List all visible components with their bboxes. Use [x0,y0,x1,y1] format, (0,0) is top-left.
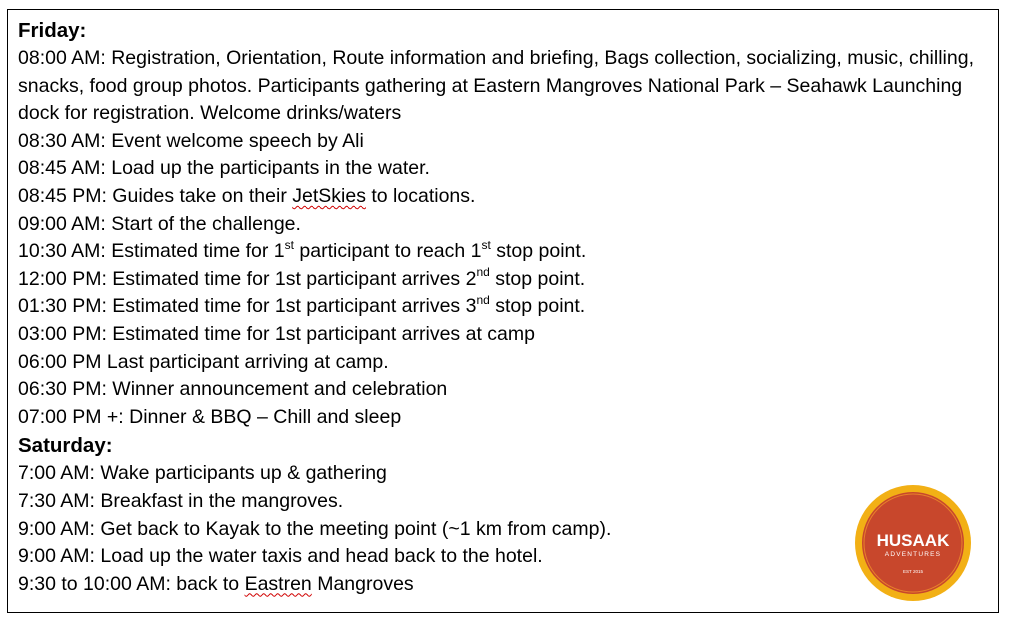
logo-est: EST 2015 [903,569,923,574]
logo-wordmark: HUSAAK [876,531,950,550]
friday-item-0600 [18,349,990,377]
friday-item-0830-text: 08:30 AM: Event welcome speech by Ali [18,129,364,152]
friday-item-0630 [18,376,990,404]
ordinal-suffix: st [284,237,294,252]
friday-item-1200-text-a: 12:00 PM: Estimated time for 1st participant arrives 2 [18,267,477,290]
friday-item-0700 [18,404,990,432]
document-frame [7,9,999,613]
friday-item-1200-text-b: stop point. [489,267,586,290]
friday-item-1030-text-a: 10:30 AM: Estimated time for 1 [18,240,285,263]
friday-item-0845-pm-text-a: 08:45 PM: Guides take on their [18,184,293,207]
friday-item-1200 [18,266,990,294]
saturday-item-0900-kayak-text: 9:00 AM: Get back to Kayak to the meeting point (~1 km from camp). [18,517,612,540]
ordinal-suffix: nd [476,265,490,280]
friday-item-0900 [18,211,990,239]
logo-subtitle: ADVENTURES [884,551,942,558]
saturday-item-0930-text-a: 9:30 to 10:00 AM: back to [18,572,245,595]
saturday-item-0730-text: 7:30 AM: Breakfast in the mangroves. [18,489,344,512]
saturday-item-0900-taxi [18,543,990,571]
saturday-item-0930-text-b: Mangroves [311,572,414,595]
friday-item-0130-text-a: 01:30 PM: Estimated time for 1st participant arrives 3 [18,295,477,318]
friday-item-0130-text-b: stop point. [489,295,586,318]
spellcheck-word-jetskies: JetSkies [292,184,366,207]
friday-item-1030-text-c: stop point. [490,240,587,263]
friday-heading: Friday: [18,19,87,42]
friday-item-1030-text-b: participant to reach 1 [293,240,482,263]
saturday-item-0700-text: 7:00 AM: Wake participants up & gathering [18,462,387,485]
saturday-heading: Saturday: [18,434,113,458]
friday-item-0800 [18,45,990,128]
ordinal-suffix: st [481,237,491,252]
friday-item-0845-am [18,155,990,183]
saturday-item-0900-taxi-text: 9:00 AM: Load up the water taxis and head back to the hotel. [18,545,543,568]
saturday-item-0730 [18,488,990,516]
saturday-item-0700 [18,460,990,488]
friday-item-0300 [18,321,990,349]
friday-item-0845-am-text: 08:45 AM: Load up the participants in the water. [18,157,430,180]
friday-item-0800-text: 08:00 AM: Registration, Orientation, Route information and briefing, Bags collection, socializing, music, chilling, snacks, food group photos. Participants gathering at Eastern Mangroves National Park – Seahawk Launching dock for registration. Welcome drinks/waters [18,47,974,125]
friday-item-0830 [18,128,990,156]
friday-item-0630-text: 06:30 PM: Winner announcement and celebration [18,378,448,401]
ordinal-suffix: nd [476,292,490,307]
schedule-content [18,16,990,598]
friday-item-0700-text: 07:00 PM +: Dinner & BBQ – Chill and sleep [18,405,402,428]
friday-item-0900-text: 09:00 AM: Start of the challenge. [18,212,301,235]
friday-item-0845-pm [18,183,990,211]
saturday-item-0900-kayak [18,516,990,544]
friday-item-1030 [18,238,990,266]
spellcheck-word-eastren: Eastren [244,572,312,595]
husaak-logo-badge [854,484,972,602]
saturday-item-0930 [18,571,990,599]
friday-item-0845-pm-text-b: to locations. [365,184,476,207]
friday-item-0300-text: 03:00 PM: Estimated time for 1st participant arrives at camp [18,322,535,345]
friday-item-0130 [18,293,990,321]
friday-item-0600-text: 06:00 PM Last participant arriving at camp. [18,350,389,373]
